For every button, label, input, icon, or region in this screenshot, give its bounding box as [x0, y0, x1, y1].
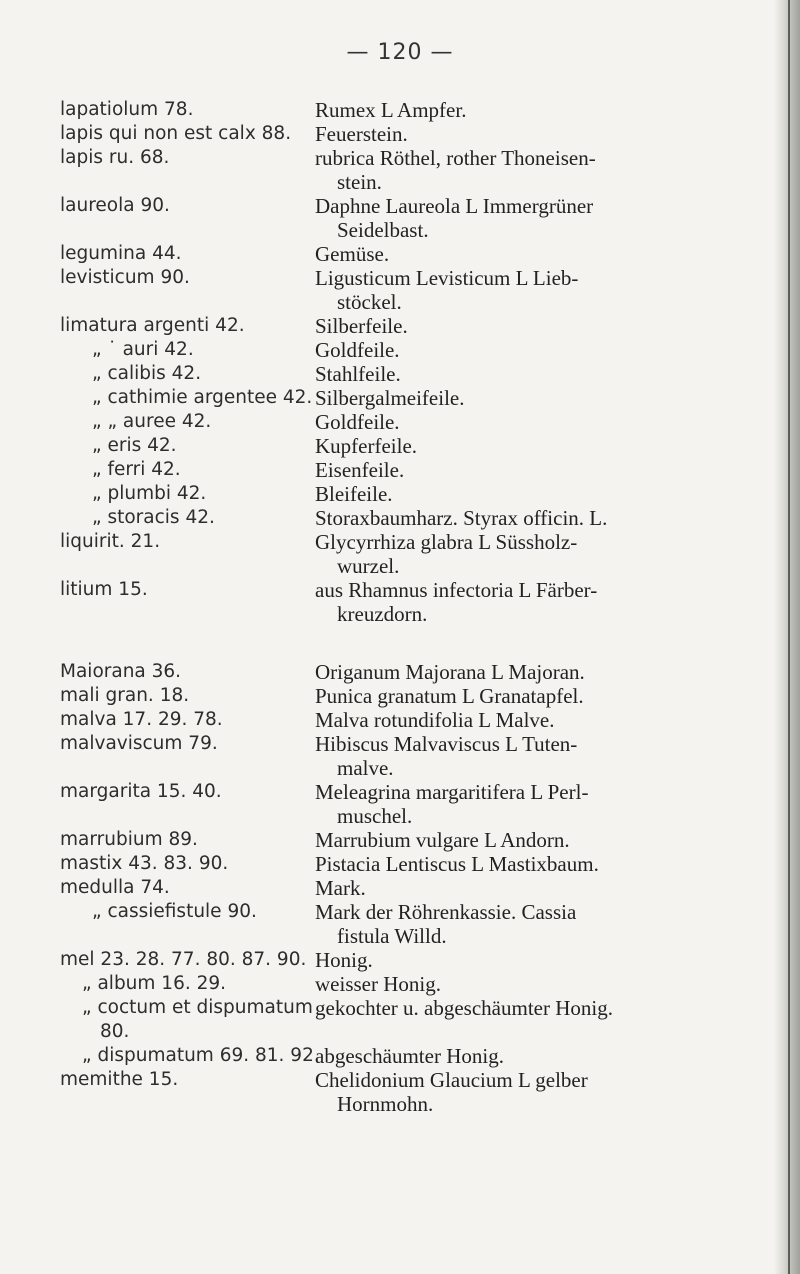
german-gloss: Kupferfeile.: [315, 434, 418, 458]
latin-term: „ calibis 42.: [92, 363, 202, 384]
german-gloss: Daphne Laureola L Immergrüner Seidelbast.: [315, 194, 594, 242]
latin-term: marrubium 89.: [60, 829, 198, 850]
latin-term: liquirit. 21.: [60, 531, 161, 552]
latin-term: malvaviscum 79.: [60, 733, 218, 754]
german-gloss: Mark der Röhrenkassie. Cassia fistula Willd.: [315, 900, 577, 948]
latin-term: „ „ auree 42.: [92, 411, 212, 432]
german-gloss: Bleifeile.: [315, 482, 393, 506]
german-gloss: Silbergalmeifeile.: [315, 386, 465, 410]
german-gloss: Feuerstein.: [315, 122, 408, 146]
latin-term: limatura argenti 42.: [60, 315, 245, 336]
german-gloss: Chelidonium Glaucium L gelber Hornmohn.: [315, 1068, 588, 1116]
latin-term: „ cathimie argentee 42.: [92, 387, 313, 408]
latin-term: litium 15.: [60, 579, 148, 600]
latin-term: laureola 90.: [60, 195, 170, 216]
latin-term: margarita 15. 40.: [60, 781, 222, 802]
latin-term: „ plumbi 42.: [92, 483, 207, 504]
latin-term: mali gran. 18.: [60, 685, 190, 706]
german-gloss: Ligusticum Levisticum L Lieb- stöckel.: [315, 266, 579, 314]
latin-term-continuation: 80.: [100, 1021, 130, 1042]
latin-term: „ cassiefistule 90.: [92, 901, 257, 922]
latin-term: „ ferri 42.: [92, 459, 181, 480]
german-gloss: Pistacia Lentiscus L Mastixbaum.: [315, 852, 599, 876]
latin-term: mel 23. 28. 77. 80. 87. 90.: [60, 949, 307, 970]
page-edge-shadow: [774, 0, 800, 1274]
latin-term: „ eris 42.: [92, 435, 177, 456]
latin-term: „ album 16. 29.: [82, 973, 227, 994]
german-gloss: Goldfeile.: [315, 410, 400, 434]
german-gloss: aus Rhamnus infectoria L Färber- kreuzdorn.: [315, 578, 598, 626]
latin-term: „ ˙ auri 42.: [92, 339, 194, 360]
german-gloss: Punica granatum L Granatapfel.: [315, 684, 584, 708]
german-gloss: gekochter u. abgeschäumter Honig.: [315, 996, 613, 1020]
latin-term: lapatiolum 78.: [60, 99, 194, 120]
german-gloss: Goldfeile.: [315, 338, 400, 362]
german-gloss: Gemüse.: [315, 242, 390, 266]
latin-term: malva 17. 29. 78.: [60, 709, 223, 730]
german-gloss: Silberfeile.: [315, 314, 408, 338]
german-gloss: Honig.: [315, 948, 373, 972]
page-number: — 120 —: [346, 40, 454, 65]
german-gloss: Mark.: [315, 876, 366, 900]
german-gloss: Malva rotundifolia L Malve.: [315, 708, 555, 732]
latin-term: levisticum 90.: [60, 267, 190, 288]
german-gloss: weisser Honig.: [315, 972, 441, 996]
german-gloss: Marrubium vulgare L Andorn.: [315, 828, 570, 852]
latin-term: mastix 43. 83. 90.: [60, 853, 229, 874]
latin-term: memithe 15.: [60, 1069, 179, 1090]
latin-term: lapis qui non est calx 88.: [60, 123, 292, 144]
german-gloss: Hibiscus Malvaviscus L Tuten- malve.: [315, 732, 578, 780]
german-gloss: rubrica Röthel, rother Thoneisen- stein.: [315, 146, 596, 194]
german-gloss: abgeschäumter Honig.: [315, 1044, 504, 1068]
page-edge-line: [788, 0, 790, 1274]
german-gloss: Glycyrrhiza glabra L Süssholz- wurzel.: [315, 530, 578, 578]
german-gloss: Meleagrina margaritifera L Perl- muschel.: [315, 780, 589, 828]
latin-term: „ storacis 42.: [92, 507, 215, 528]
german-gloss: Origanum Majorana L Majoran.: [315, 660, 585, 684]
latin-term: „ coctum et dispumatum: [82, 997, 313, 1018]
latin-term: medulla 74.: [60, 877, 170, 898]
latin-term: legumina 44.: [60, 243, 182, 264]
latin-term: Maiorana 36.: [60, 661, 182, 682]
german-gloss: Rumex L Ampfer.: [315, 98, 467, 122]
latin-term: „ dispumatum 69. 81. 92.: [82, 1045, 320, 1066]
german-gloss: Eisenfeile.: [315, 458, 405, 482]
latin-term: lapis ru. 68.: [60, 147, 170, 168]
german-gloss: Stahlfeile.: [315, 362, 401, 386]
german-gloss: Storaxbaumharz. Styrax officin. L.: [315, 506, 608, 530]
